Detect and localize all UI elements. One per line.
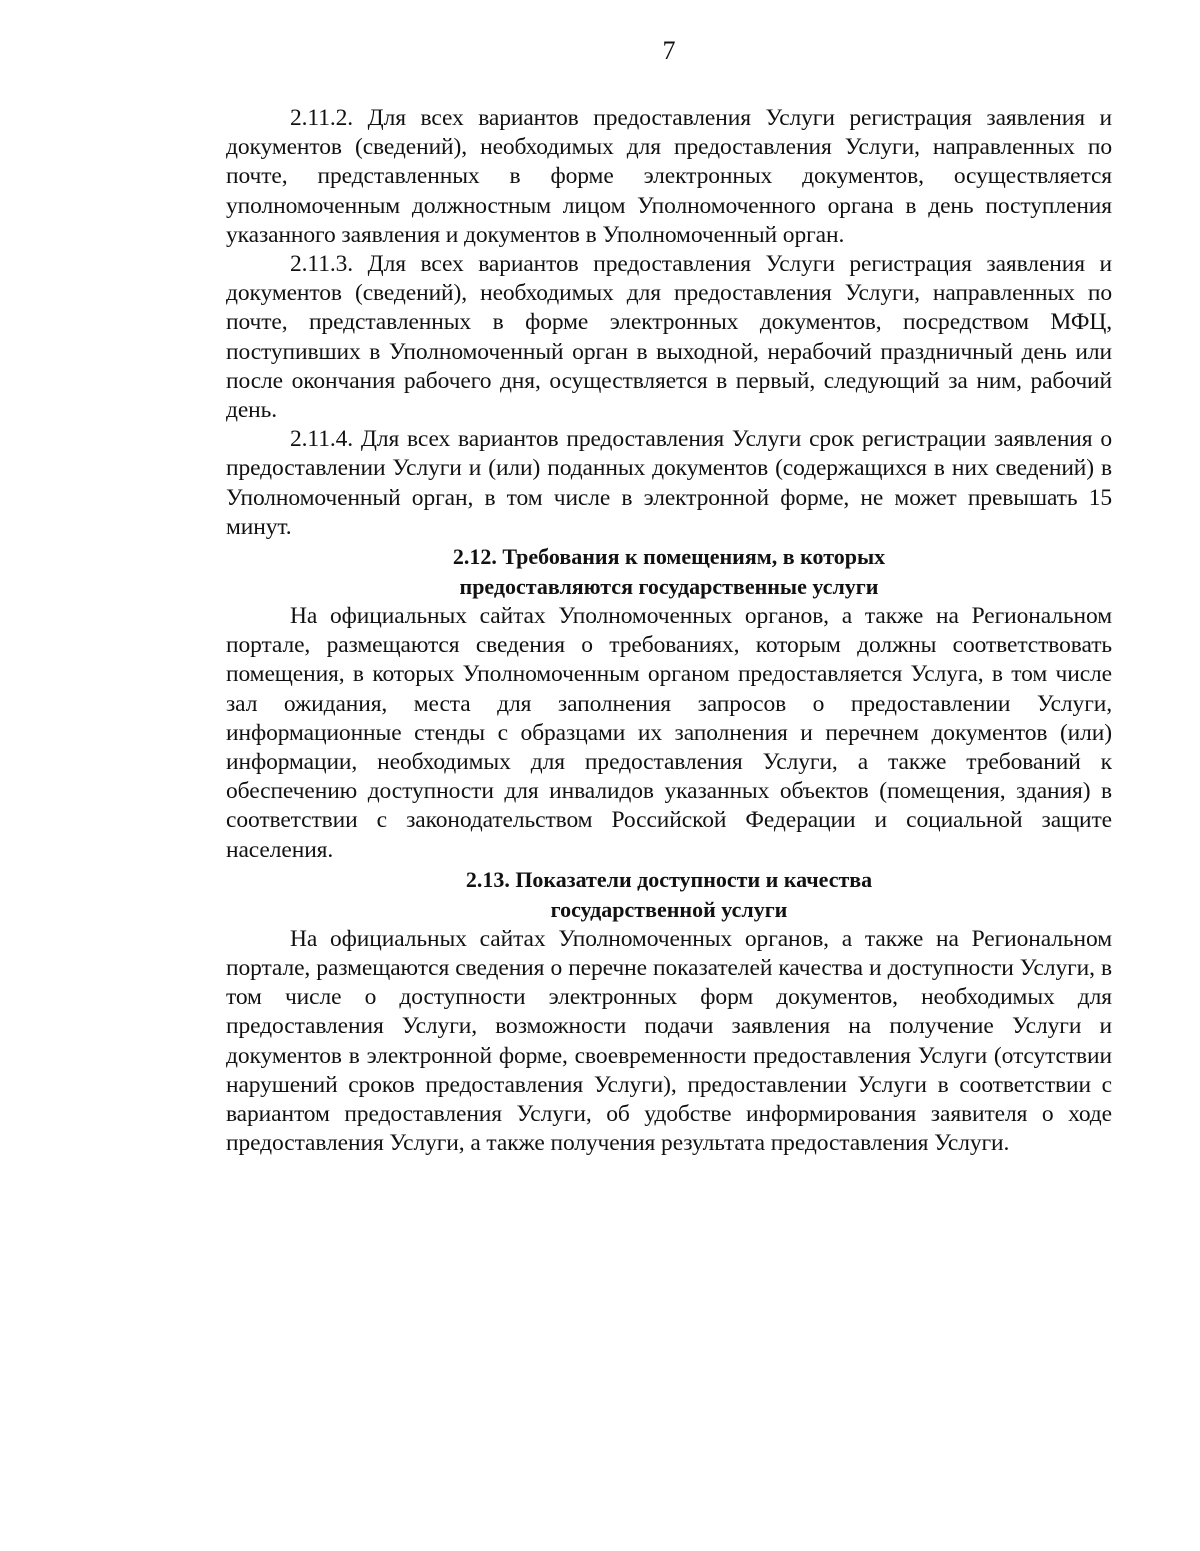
section-heading-2-13-line1: 2.13. Показатели доступности и качества — [465, 866, 873, 892]
section-heading-2-12-line1: 2.12. Требования к помещениям, в которых — [452, 544, 886, 570]
paragraph-2-13: На официальных сайтах Уполномоченных органов, а также на Региональном портале, размещаются сведения о перечне показателей качества и доступности Услуги, в том числе о доступности электронных форм документов, необходимых для предоставления Услуги, возможности подачи заявления на получение Услуги и документов в электронной форме, своевременности предоставления Услуги (отсутствии нарушений сроков предоставления Услуги), предоставлении Услуги в соответствии с вариантом предоставления Услуги, об удобстве информирования заявителя о ходе предоставления Услуги, а также получения результата предоставления Услуги. — [226, 925, 1112, 1157]
document-body — [226, 104, 1112, 1159]
paragraph-2-11-3: 2.11.3. Для всех вариантов предоставления Услуги регистрация заявления и документов (сведений), необходимых для предоставления Услуги, направленных по почте, представленных в форме электронных документов, посредством МФЦ, поступивших в Уполномоченный орган в выходной, нерабочий праздничный день или после окончания рабочего дня, осуществляется в первый, следующий за ним, рабочий день. — [226, 251, 1112, 424]
section-heading-2-13 — [226, 865, 1112, 925]
section-heading-2-12 — [226, 542, 1112, 602]
page-number: 7 — [662, 36, 676, 65]
paragraph-2-11-4: 2.11.4. Для всех вариантов предоставления Услуги срок регистрации заявления о предоставлении Услуги и (или) поданных документов (содержащихся в них сведений) в Уполномоченный орган, в том числе в электронной форме, не может превышать 15 минут. — [226, 426, 1112, 540]
paragraph-2-11-2: 2.11.2. Для всех вариантов предоставления Услуги регистрация заявления и документов (сведений), необходимых для предоставления Услуги, направленных по почте, представленных в форме электронных документов, осуществляется уполномоченным должностным лицом Уполномоченного органа в день поступления указанного заявления и документов в Уполномоченный орган. — [226, 105, 1112, 248]
section-heading-2-12-line2: предоставляются государственные услуги — [459, 574, 879, 600]
paragraph-2-12: На официальных сайтах Уполномоченных органов, а также на Региональном портале, размещаются сведения о требованиях, которым должны соответствовать помещения, в которых Уполномоченным органом предоставляется Услуга, в том числе зал ожидания, места для заполнения запросов о предоставлении Услуги, информационные стенды с образцами их заполнения и перечнем документов (или) информации, необходимых для предоставления Услуги, а также требований к обеспечению доступности для инвалидов указанных объектов (помещения, здания) в соответствии с законодательством Российской Федерации и социальной защите населения. — [226, 603, 1112, 863]
section-heading-2-13-line2: государственной услуги — [550, 896, 788, 922]
